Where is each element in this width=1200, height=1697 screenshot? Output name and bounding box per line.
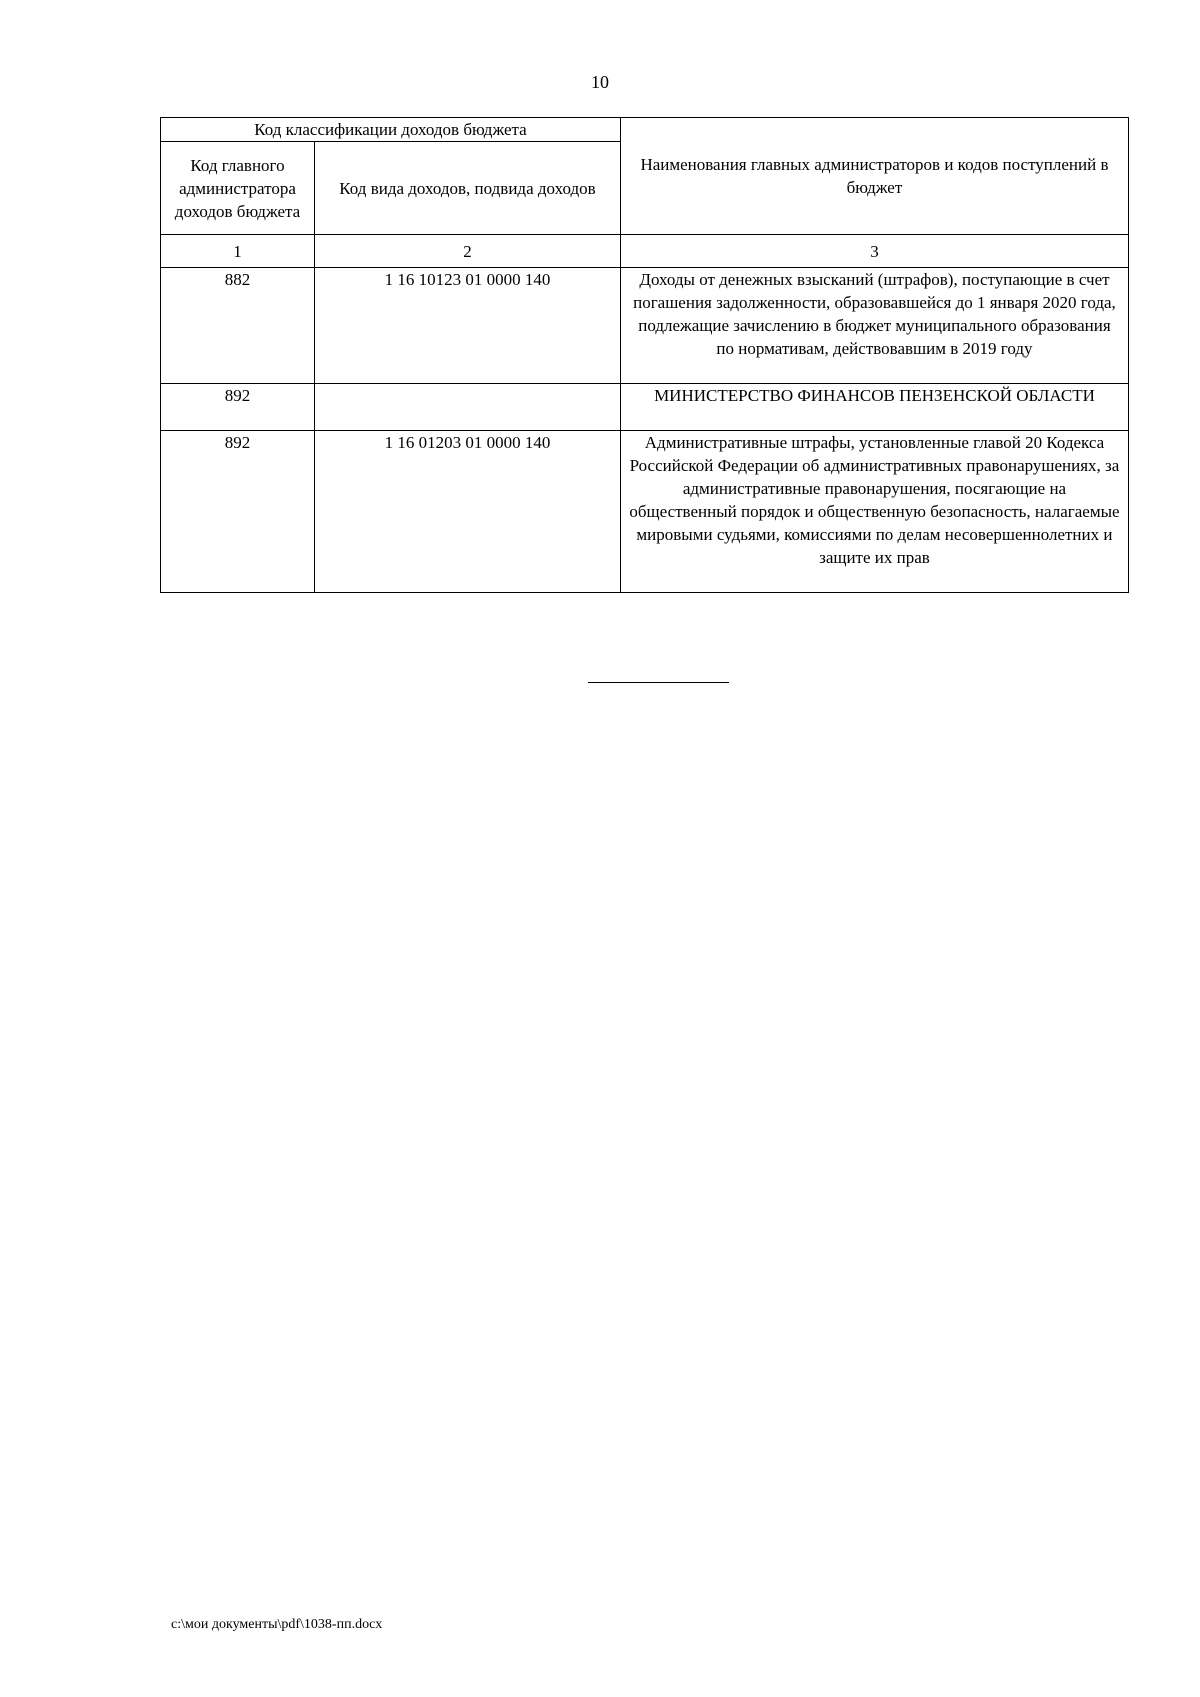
column-number-1: 1 [161, 235, 315, 268]
table-group-header-row [161, 118, 1129, 142]
admin-code-cell: 882 [161, 268, 315, 384]
income-classification-table [160, 117, 1129, 593]
table-row [161, 268, 1129, 384]
group-header-cell: Код классификации доходов бюджета [161, 118, 621, 142]
column-number-3: 3 [620, 235, 1128, 268]
column-numbering-row [161, 235, 1129, 268]
income-name-cell: Административные штрафы, установленные главой 20 Кодекса Российской Федерации об административных правонарушениях, за административные правонарушения, посягающие на общественный порядок и общественную безопасность, налагаемые мировыми судьями, комиссиями по делам несовершеннолетних и защите их прав [620, 431, 1128, 593]
admin-code-cell: 892 [161, 384, 315, 431]
column-number-2: 2 [315, 235, 621, 268]
income-code-cell: 1 16 01203 01 0000 140 [315, 431, 621, 593]
income-code-cell [315, 384, 621, 431]
table-row [161, 431, 1129, 593]
page-number: 10 [591, 72, 609, 92]
income-name-cell: Доходы от денежных взысканий (штрафов), поступающие в счет погашения задолженности, образовавшейся до 1 января 2020 года, подлежащие зачислению в бюджет муниципального образования по нормативам, действовавшим в 2019 году [620, 268, 1128, 384]
col3-header-cell: Наименования главных администраторов и кодов поступлений в бюджет [620, 118, 1128, 235]
footer-file-path: c:\мои документы\pdf\1038-пп.docx [171, 1617, 383, 1632]
admin-code-cell: 892 [161, 431, 315, 593]
income-code-cell: 1 16 10123 01 0000 140 [315, 268, 621, 384]
table-row [161, 384, 1129, 431]
col1-header-cell: Код главного администратора доходов бюджета [161, 142, 315, 235]
end-of-document-rule [588, 682, 729, 683]
income-name-cell: МИНИСТЕРСТВО ФИНАНСОВ ПЕНЗЕНСКОЙ ОБЛАСТИ [620, 384, 1128, 431]
col2-header-cell: Код вида доходов, подвида доходов [315, 142, 621, 235]
